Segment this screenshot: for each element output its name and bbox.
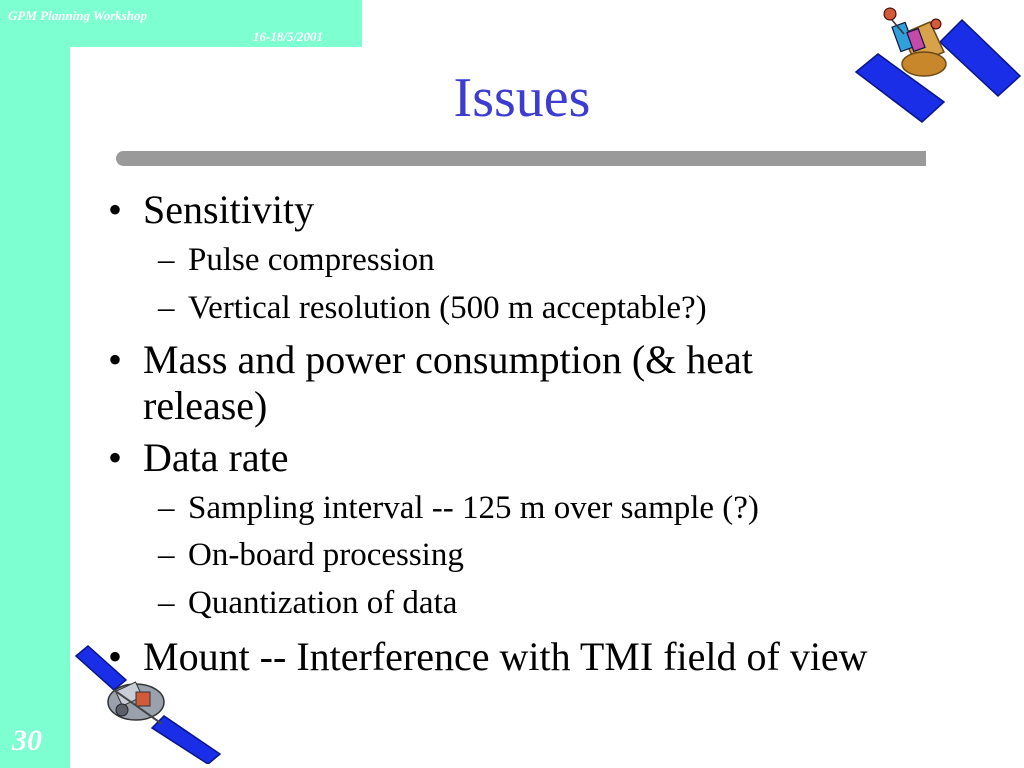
list-subitem: Sampling interval -- 125 m over sample (?)	[188, 490, 759, 526]
list-subitem: On-board processing	[188, 537, 464, 573]
satellite-icon	[74, 642, 224, 764]
page-number: 30	[12, 724, 42, 757]
bullet-symbol: •	[108, 634, 123, 679]
workshop-name: GPM Planning Workshop	[8, 8, 147, 23]
dash-symbol: –	[158, 537, 175, 573]
bullet-symbol: •	[108, 337, 123, 382]
dash-symbol: –	[158, 290, 175, 326]
list-item: Mass and power consumption (& heat	[143, 337, 753, 382]
dash-symbol: –	[158, 490, 175, 526]
slide-title: Issues	[453, 67, 591, 129]
satellite-icon	[852, 2, 1024, 128]
dash-symbol: –	[158, 242, 175, 278]
list-item-continued: release)	[143, 383, 268, 428]
list-subitem: Pulse compression	[188, 242, 435, 278]
workshop-dates: 16-18/5/2001	[253, 29, 324, 44]
list-item: Sensitivity	[143, 187, 315, 232]
bullet-symbol: •	[108, 435, 123, 480]
list-item: Mount -- Interference with TMI field of view	[143, 634, 868, 679]
bullet-symbol: •	[108, 187, 123, 232]
title-divider	[116, 151, 926, 166]
dash-symbol: –	[158, 585, 175, 621]
list-subitem: Vertical resolution (500 m acceptable?)	[188, 290, 707, 326]
list-item: Data rate	[143, 435, 289, 480]
list-subitem: Quantization of data	[188, 585, 458, 621]
